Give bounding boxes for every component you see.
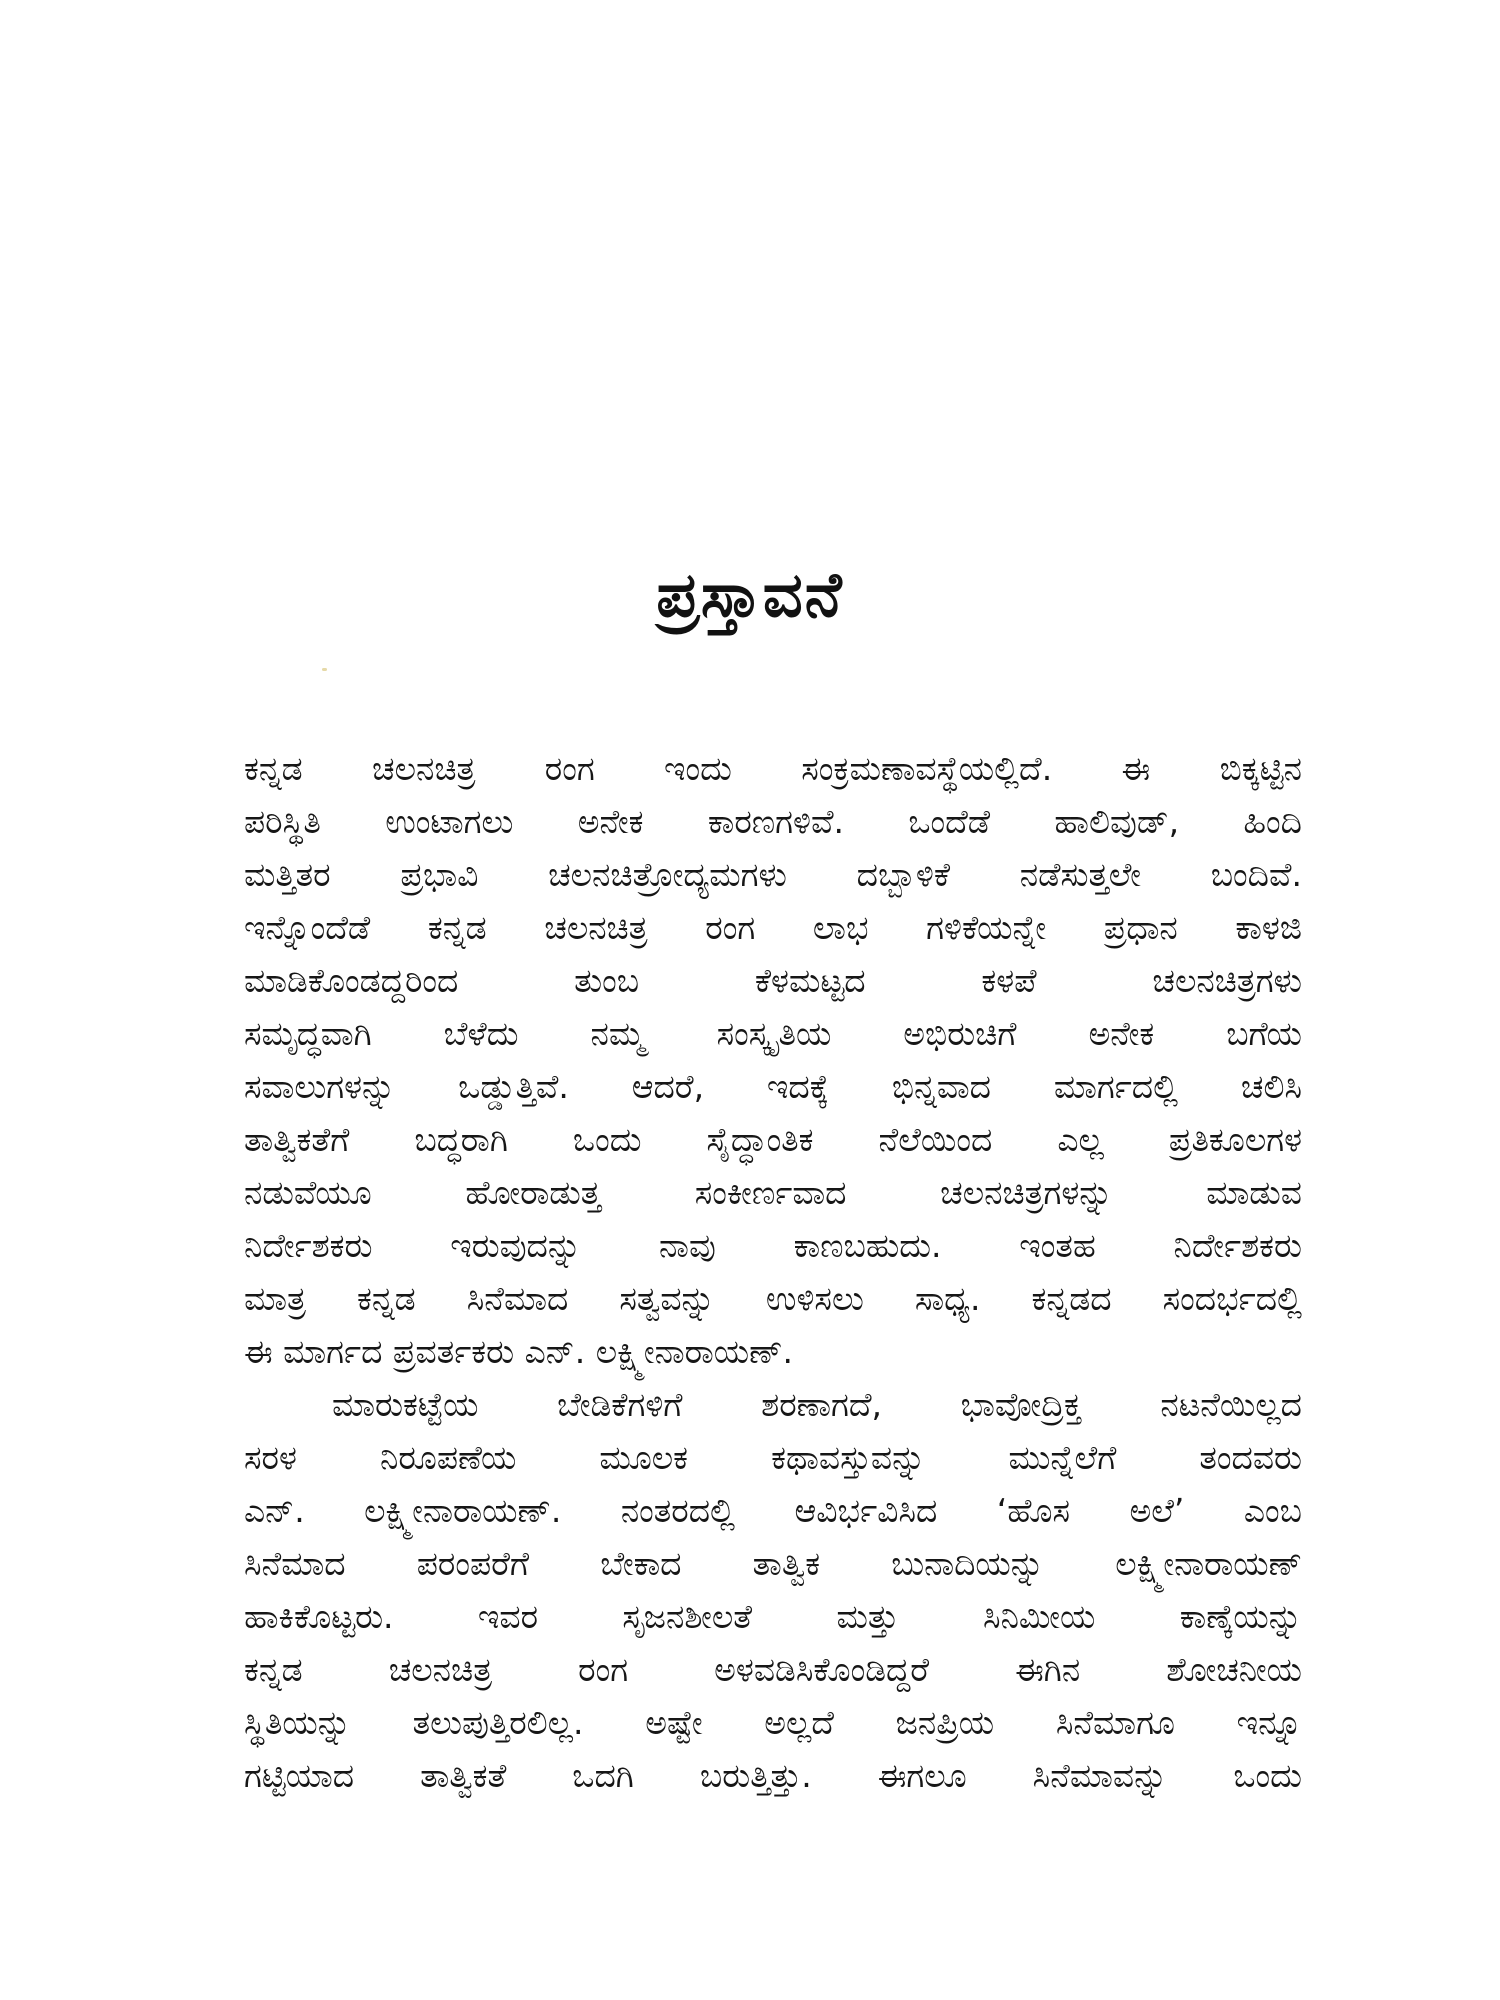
text-line: ನಡುವೆಯೂ ಹೋರಾಡುತ್ತ ಸಂಕೀರ್ಣವಾದ ಚಲನಚಿತ್ರಗಳನ್ನು ಮಾಡುವ: [244, 1173, 1302, 1212]
text-line: ಮಾಡಿಕೊಂಡದ್ದರಿಂದ ತುಂಬ ಕೆಳಮಟ್ಟದ ಕಳಪೆ ಚಲನಚಿತ್ರಗಳು: [244, 961, 1302, 1000]
text-line: ಸ್ಥಿತಿಯನ್ನು ತಲುಪುತ್ತಿರಲಿಲ್ಲ. ಅಷ್ಟೇ ಅಲ್ಲದೆ ಜನಪ್ರಿಯ ಸಿನೆಮಾಗೂ ಇನ್ನೂ: [244, 1703, 1302, 1742]
text-line: ನಿರ್ದೇಶಕರು ಇರುವುದನ್ನು ನಾವು ಕಾಣಬಹುದು. ಇಂತಹ ನಿರ್ದೇಶಕರು: [244, 1226, 1302, 1265]
text-line: ಈ ಮಾರ್ಗದ ಪ್ರವರ್ತಕರು ಎನ್. ಲಕ್ಷ್ಮೀನಾರಾಯಣ್.: [244, 1332, 793, 1371]
text-line: ಗಟ್ಟಿಯಾದ ತಾತ್ವಿಕತೆ ಒದಗಿ ಬರುತ್ತಿತ್ತು. ಈಗಲೂ ಸಿನೆಮಾವನ್ನು ಒಂದು: [244, 1756, 1302, 1795]
text-line: ಸರಳ ನಿರೂಪಣೆಯ ಮೂಲಕ ಕಥಾವಸ್ತುವನ್ನು ಮುನ್ನೆಲೆಗೆ ತಂದವರು: [244, 1438, 1302, 1477]
text-line: ಎನ್. ಲಕ್ಷ್ಮೀನಾರಾಯಣ್. ನಂತರದಲ್ಲಿ ಆವಿರ್ಭವಿಸಿದ ‘ಹೊಸ ಅಲೆ’ ಎಂಬ: [244, 1491, 1302, 1530]
text-line: ಸವಾಲುಗಳನ್ನು ಒಡ್ಡುತ್ತಿವೆ. ಆದರೆ, ಇದಕ್ಕೆ ಭಿನ್ನವಾದ ಮಾರ್ಗದಲ್ಲಿ ಚಲಿಸಿ: [244, 1067, 1302, 1106]
paragraph-1: [244, 742, 1302, 1378]
text-line: ಕನ್ನಡ ಚಲನಚಿತ್ರ ರಂಗ ಅಳವಡಿಸಿಕೊಂಡಿದ್ದರೆ ಈಗಿನ ಶೋಚನೀಯ: [244, 1650, 1302, 1689]
text-line: ಸಿನೆಮಾದ ಪರಂಪರೆಗೆ ಬೇಕಾದ ತಾತ್ವಿಕ ಬುನಾದಿಯನ್ನು ಲಕ್ಷ್ಮೀನಾರಾಯಣ್: [244, 1544, 1302, 1583]
text-line: ಮಾರುಕಟ್ಟೆಯ ಬೇಡಿಕೆಗಳಿಗೆ ಶರಣಾಗದೆ, ಭಾವೋದ್ರಿಕ್ತ ನಟನೆಯಿಲ್ಲದ: [332, 1385, 1302, 1424]
text-line: ಮಾತ್ರ ಕನ್ನಡ ಸಿನೆಮಾದ ಸತ್ವವನ್ನು ಉಳಿಸಲು ಸಾಧ್ಯ. ಕನ್ನಡದ ಸಂದರ್ಭದಲ್ಲಿ: [244, 1279, 1302, 1318]
body-text: [244, 742, 1302, 1802]
page-title: ಪ್ರಸ್ತಾವನೆ: [656, 558, 844, 631]
text-line: ಕನ್ನಡ ಚಲನಚಿತ್ರ ರಂಗ ಇಂದು ಸಂಕ್ರಮಣಾವಸ್ಥೆಯಲ್ಲಿದೆ. ಈ ಬಿಕ್ಕಟ್ಟಿನ: [244, 749, 1302, 788]
text-line: ಇನ್ನೊಂದೆಡೆ ಕನ್ನಡ ಚಲನಚಿತ್ರ ರಂಗ ಲಾಭ ಗಳಿಕೆಯನ್ನೇ ಪ್ರಧಾನ ಕಾಳಜಿ: [244, 908, 1302, 947]
paragraph-2: [244, 1378, 1302, 1802]
text-line: ಹಾಕಿಕೊಟ್ಟರು. ಇವರ ಸೃಜನಶೀಲತೆ ಮತ್ತು ಸಿನಿಮೀಯ ಕಾಣ್ಕೆಯನ್ನು: [244, 1597, 1302, 1636]
text-line: ಪರಿಸ್ಥಿತಿ ಉಂಟಾಗಲು ಅನೇಕ ಕಾರಣಗಳಿವೆ. ಒಂದೆಡೆ ಹಾಲಿವುಡ್, ಹಿಂದಿ: [244, 802, 1302, 841]
text-line: ತಾತ್ವಿಕತೆಗೆ ಬದ್ಧರಾಗಿ ಒಂದು ಸೈದ್ಧಾಂತಿಕ ನೆಲೆಯಿಂದ ಎಲ್ಲ ಪ್ರತಿಕೂಲಗಳ: [244, 1120, 1302, 1159]
paper-speck: [322, 668, 327, 671]
text-line: ಸಮೃದ್ಧವಾಗಿ ಬೆಳೆದು ನಮ್ಮ ಸಂಸ್ಕೃತಿಯ ಅಭಿರುಚಿಗೆ ಅನೇಕ ಬಗೆಯ: [244, 1014, 1302, 1053]
text-line: ಮತ್ತಿತರ ಪ್ರಭಾವಿ ಚಲನಚಿತ್ರೋದ್ಯಮಗಳು ದಬ್ಬಾಳಿಕೆ ನಡೆಸುತ್ತಲೇ ಬಂದಿವೆ.: [244, 855, 1302, 894]
